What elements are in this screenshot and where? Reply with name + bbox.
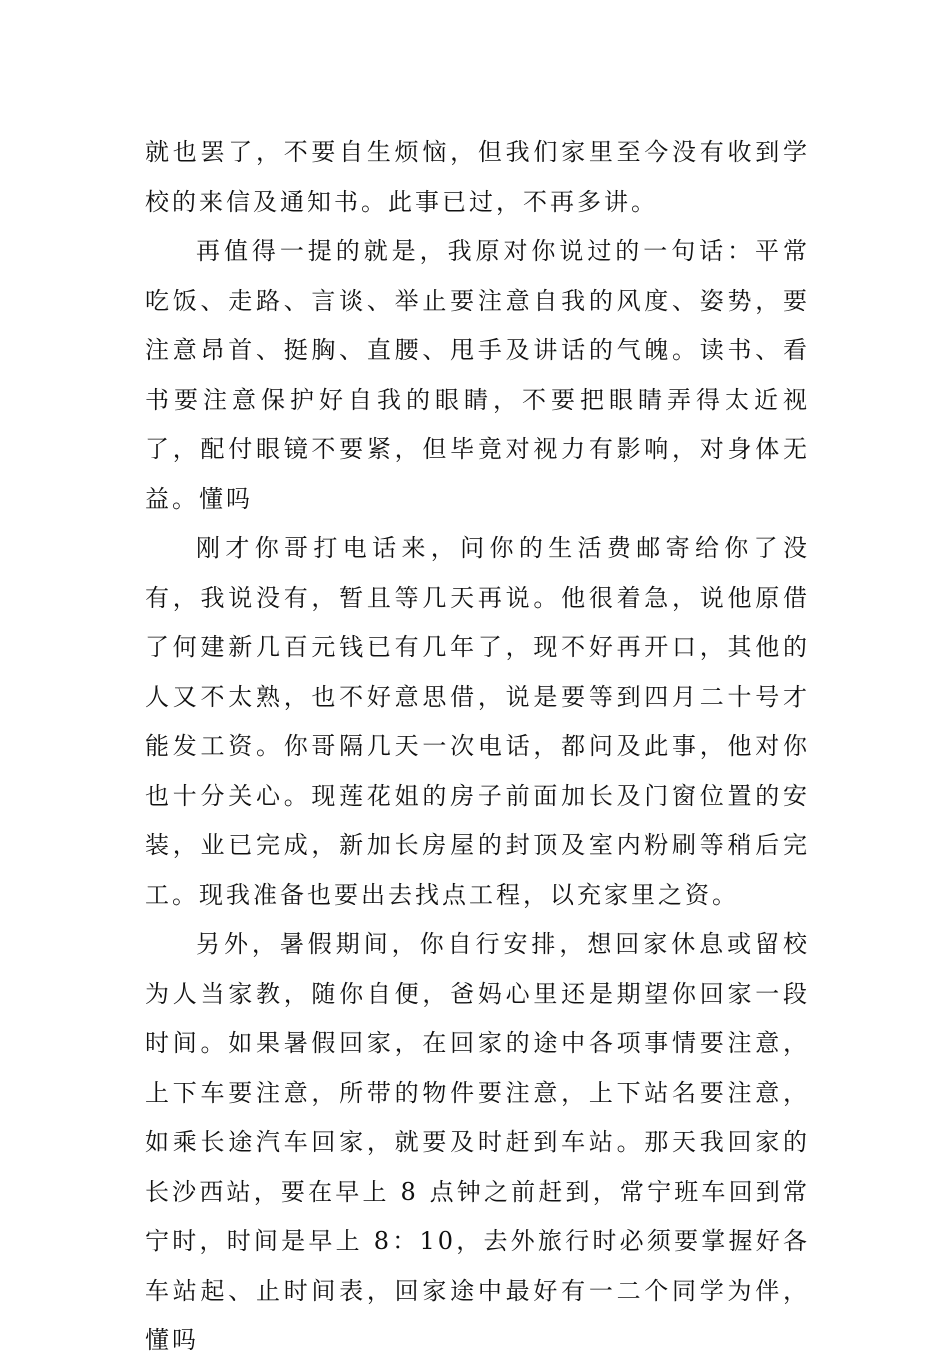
paragraph-3: 刚才你哥打电话来，问你的生活费邮寄给你了没有，我说没有，暂且等几天再说。他很着急，说他原借了何建新几百元钱已有几年了，现不好再开口，其他的人又不太熟，也不好意思借，说是要等到四月二十号才能发工资。你哥隔几天一次电话，都问及此事，他对你也十分关心。现莲花姐的房子前面加长及门窗位置的安装，业已完成，新加长房屋的封顶及室内粉刷等稍后完工。现我准备也要出去找点工程，以充家里之资。 (145, 534, 810, 909)
letter-body (145, 128, 810, 1366)
paragraph-2: 再值得一提的就是，我原对你说过的一句话：平常吃饭、走路、言谈、举止要注意自我的风度、姿势，要注意昂首、挺胸、直腰、甩手及讲话的气魄。读书、看书要注意保护好自我的眼睛，不要把眼睛弄得太近视了，配付眼镜不要紧，但毕竟对视力有影响，对身体无益。懂吗 (145, 237, 810, 513)
paragraph-1: 就也罢了，不要自生烦恼，但我们家里至今没有收到学校的来信及通知书。此事已过，不再多讲。 (145, 138, 810, 216)
paragraph-4: 另外，暑假期间，你自行安排，想回家休息或留校为人当家教，随你自便，爸妈心里还是期望你回家一段时间。如果暑假回家，在回家的途中各项事情要注意，上下车要注意，所带的物件要注意，上下站名要注意，如乘长途汽车回家，就要及时赶到车站。那天我回家的长沙西站，要在早上 8 点钟之前赶到，常宁班车回到常宁时，时间是早上 8：10，去外旅行时必须要掌握好各车站起、止时间表，回家途中最好有一二个同学为伴，懂吗 (145, 930, 810, 1354)
